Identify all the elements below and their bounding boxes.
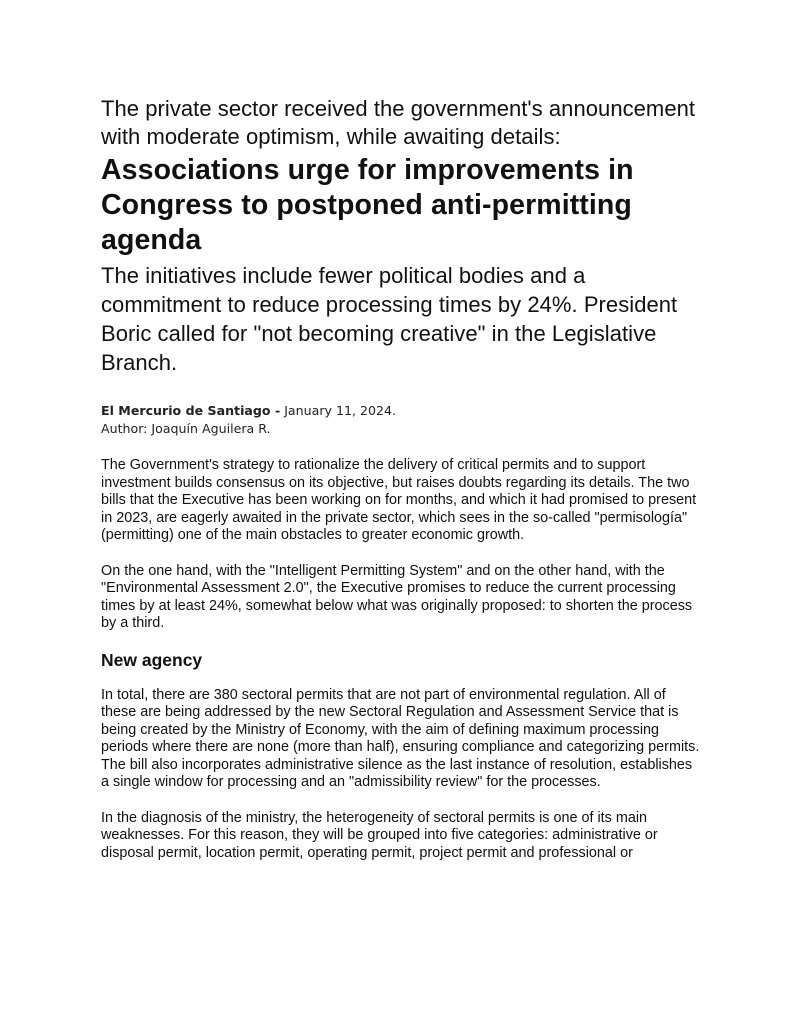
byline (101, 402, 701, 438)
body-paragraph: On the one hand, with the "Intelligent Permitting System" and on the other hand, with the "Environmental Assessment 2.0", the Executive promises to reduce the current processing times by at least 24%, somewhat below what was originally proposed: to shorten the process by a third. (101, 562, 693, 631)
article-kicker: The private sector received the government's announcement with moderate optimism, while awaiting details: (101, 96, 696, 149)
section-heading: New agency (101, 649, 203, 670)
body-paragraph: In the diagnosis of the ministry, the heterogeneity of sectoral permits is one of its main weaknesses. For this reason, they will be grouped into five categories: administrative or disposal permit, location permit, operating permit, project permit and professional or (101, 809, 658, 861)
publication-source: El Mercurio de Santiago - (101, 403, 281, 418)
source-line (101, 402, 701, 420)
author-line: Author: Joaquín Aguilera R. (101, 421, 271, 436)
article (101, 95, 701, 862)
publication-date: January 11, 2024. (284, 403, 397, 418)
body-paragraph: The Government's strategy to rationalize the delivery of critical permits and to support investment builds consensus on its objective, but raises doubts regarding its details. The two bills that the Executive has been working on for months, and which it had promised to present in 2023, are eagerly awaited in the private sector, which sees in the so-called "permisología" (permitting) one of the main obstacles to greater economic growth. (101, 457, 697, 543)
article-headline: Associations urge for improvements in Congress to postponed anti-permitting agenda (101, 154, 634, 256)
article-subhead: The initiatives include fewer political bodies and a commitment to reduce processing times by 24%. President Boric called for "not becoming creative" in the Legislative Branch. (101, 263, 678, 375)
body-paragraph: In total, there are 380 sectoral permits that are not part of environmental regulation. All of these are being addressed by the new Sectoral Regulation and Assessment Service that is being created by the Ministry of Economy, with the aim of defining maximum processing periods where there are none (more than half), ensuring compliance and categorizing permits. The bill also incorporates administrative silence as the last instance of resolution, establishes a single window for processing and an "admissibility review" for the processes. (101, 686, 700, 790)
